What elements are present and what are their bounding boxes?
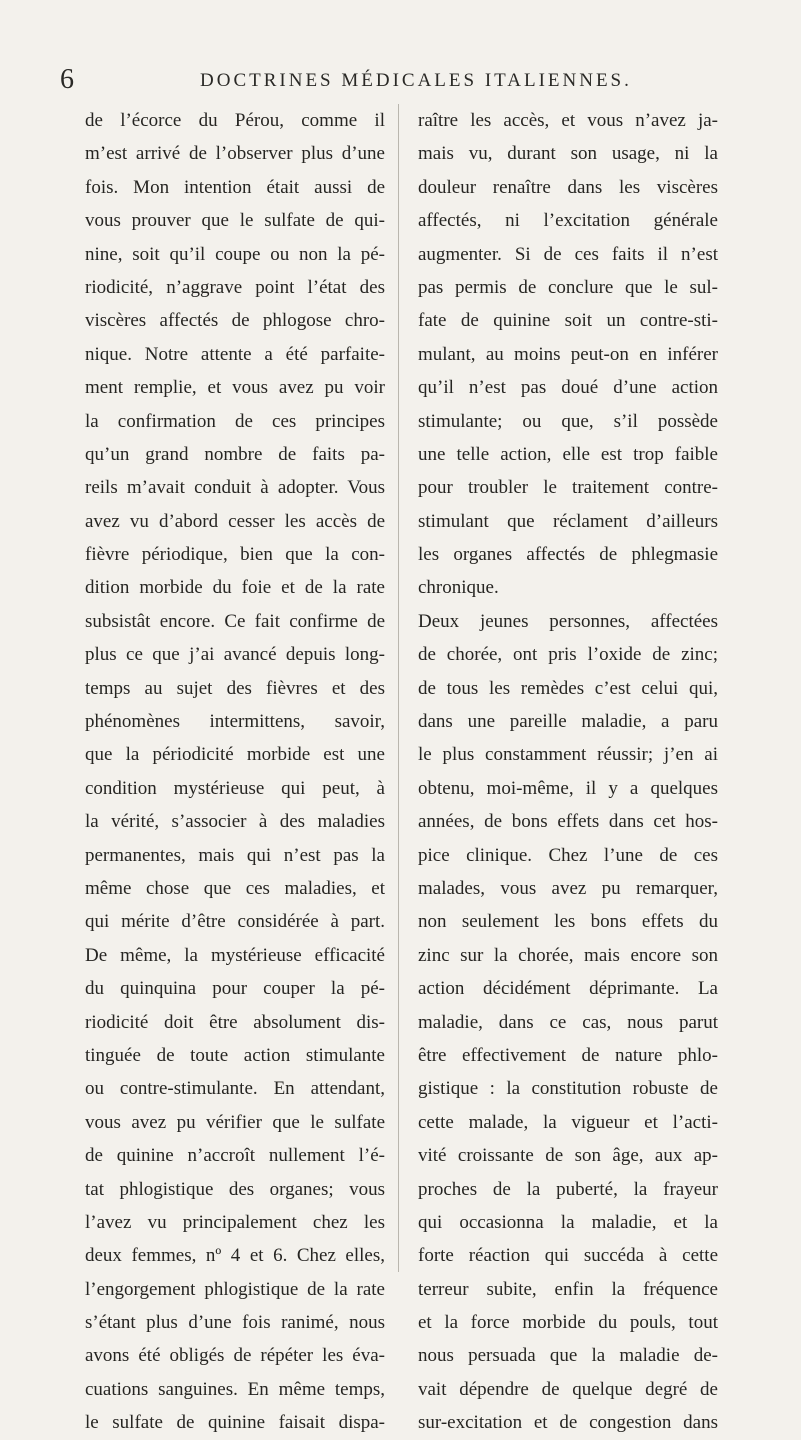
text-line: de l’écorce du Pérou, comme il <box>85 110 385 131</box>
text-line: plus ce que j’ai avancé depuis long- <box>85 644 385 666</box>
running-title: DOCTRINES MÉDICALES ITALIENNES. <box>200 70 632 91</box>
text-line: cette malade, la vigueur et l’acti- <box>418 1111 718 1133</box>
text-line: et la force morbide du pouls, tout <box>418 1312 718 1334</box>
text-line: tat phlogistique des organes; vous <box>85 1178 385 1200</box>
text-line: subsistât encore. Ce fait confirme de <box>85 610 385 632</box>
left-text-column <box>85 104 385 1440</box>
page-header <box>60 64 760 98</box>
text-line: vait dépendre de quelque degré de <box>418 1378 718 1400</box>
text-line: le sulfate de quinine faisait dispa- <box>85 1412 385 1434</box>
text-line: pas permis de conclure que le sul- <box>418 276 718 298</box>
text-line: gistique : la constitution robuste de <box>418 1078 718 1100</box>
text-line: du quinquina pour couper la pé- <box>85 978 385 1000</box>
text-line: permanentes, mais qui n’est pas la <box>85 844 385 866</box>
text-line: que la périodicité morbide est une <box>85 744 385 766</box>
text-line: viscères affectés de phlogose chro- <box>85 310 385 332</box>
text-line: années, de bons effets dans cet hos- <box>418 811 718 833</box>
text-line: riodicité doit être absolument dis- <box>85 1011 385 1033</box>
text-line: zinc sur la chorée, mais encore son <box>418 944 718 966</box>
right-text-column <box>418 104 718 1440</box>
text-line: ou contre-stimulante. En attendant, <box>85 1078 385 1100</box>
text-line: deux femmes, nº 4 et 6. Chez elles, <box>85 1245 385 1267</box>
text-line: la vérité, s’associer à des maladies <box>85 811 385 833</box>
text-line: fois. Mon intention était aussi de <box>85 176 385 198</box>
text-line: qui mérite d’être considérée à part. <box>85 911 385 933</box>
text-line: nous persuada que la maladie de- <box>418 1345 718 1367</box>
text-line: vité croissante de son âge, aux ap- <box>418 1145 718 1167</box>
text-line: qu’il n’est pas doué d’une action <box>418 377 718 399</box>
text-line: maladie, dans ce cas, nous parut <box>418 1011 718 1033</box>
text-line: tinguée de toute action stimulante <box>85 1044 385 1066</box>
text-line: temps au sujet des fièvres et des <box>85 677 385 699</box>
text-line: raître les accès, et vous n’avez ja- <box>418 110 718 131</box>
text-line: proches de la puberté, la frayeur <box>418 1178 718 1200</box>
text-line: condition mystérieuse qui peut, à <box>85 777 385 799</box>
text-line: mais vu, durant son usage, ni la <box>418 143 718 165</box>
text-line: les organes affectés de phlegmasie <box>418 544 718 566</box>
text-line: douleur renaître dans les viscères <box>418 176 718 198</box>
text-line: avez vu d’abord cesser les accès de <box>85 510 385 532</box>
text-line: qui occasionna la maladie, et la <box>418 1211 718 1233</box>
text-line: pice clinique. Chez l’une de ces <box>418 844 718 866</box>
text-line: stimulant que réclament d’ailleurs <box>418 510 718 532</box>
text-line: de tous les remèdes c’est celui qui, <box>418 677 718 699</box>
text-line: dans une pareille maladie, a paru <box>418 711 718 733</box>
text-line: sur-excitation et de congestion dans <box>418 1412 718 1434</box>
text-line: de quinine n’accroît nullement l’é- <box>85 1145 385 1167</box>
text-line: action décidément déprimante. La <box>418 978 718 1000</box>
text-line: m’est arrivé de l’observer plus d’une <box>85 143 385 165</box>
text-line: mulant, au moins peut-on en inférer <box>418 343 718 365</box>
text-line: nine, soit qu’il coupe ou non la pé- <box>85 243 385 265</box>
text-line: être effectivement de nature phlo- <box>418 1044 718 1066</box>
text-line: fièvre périodique, bien que la con- <box>85 544 385 566</box>
text-line: cuations sanguines. En même temps, <box>85 1378 385 1400</box>
text-line: pour troubler le traitement contre- <box>418 477 718 499</box>
text-line: Deux jeunes personnes, affectées <box>418 610 718 632</box>
text-line: l’engorgement phlogistique de la rate <box>85 1278 385 1300</box>
text-line: forte réaction qui succéda à cette <box>418 1245 718 1267</box>
text-line: reils m’avait conduit à adopter. Vous <box>85 477 385 499</box>
text-line: augmenter. Si de ces faits il n’est <box>418 243 718 265</box>
text-line: stimulante; ou que, s’il possède <box>418 410 718 432</box>
text-line: vous prouver que le sulfate de qui- <box>85 210 385 232</box>
text-line: fate de quinine soit un contre-sti- <box>418 310 718 332</box>
text-line: riodicité, n’aggrave point l’état des <box>85 276 385 298</box>
text-line: terreur subite, enfin la fréquence <box>418 1278 718 1300</box>
text-line: de chorée, ont pris l’oxide de zinc; <box>418 644 718 666</box>
text-line: non seulement les bons effets du <box>418 911 718 933</box>
text-line: avons été obligés de répéter les éva- <box>85 1345 385 1367</box>
text-line: nique. Notre attente a été parfaite- <box>85 343 385 365</box>
text-line: phénomènes intermittens, savoir, <box>85 711 385 733</box>
text-line: la confirmation de ces principes <box>85 410 385 432</box>
text-line: ment remplie, et vous avez pu voir <box>85 377 385 399</box>
text-line: qu’un grand nombre de faits pa- <box>85 443 385 465</box>
text-line: même chose que ces maladies, et <box>85 877 385 899</box>
column-divider <box>398 104 399 1272</box>
page-number: 6 <box>60 64 74 95</box>
text-line: obtenu, moi-même, il y a quelques <box>418 777 718 799</box>
text-line: s’étant plus d’une fois ranimé, nous <box>85 1312 385 1334</box>
text-line: affectés, ni l’excitation générale <box>418 210 718 232</box>
text-line: De même, la mystérieuse efficacité <box>85 944 385 966</box>
text-line: chronique. <box>418 577 499 599</box>
text-line: vous avez pu vérifier que le sulfate <box>85 1111 385 1133</box>
text-line: l’avez vu principalement chez les <box>85 1211 385 1233</box>
text-line: malades, vous avez pu remarquer, <box>418 877 718 899</box>
text-line: dition morbide du foie et de la rate <box>85 577 385 599</box>
text-line: une telle action, elle est trop faible <box>418 443 718 465</box>
text-line: le plus constamment réussir; j’en ai <box>418 744 718 766</box>
